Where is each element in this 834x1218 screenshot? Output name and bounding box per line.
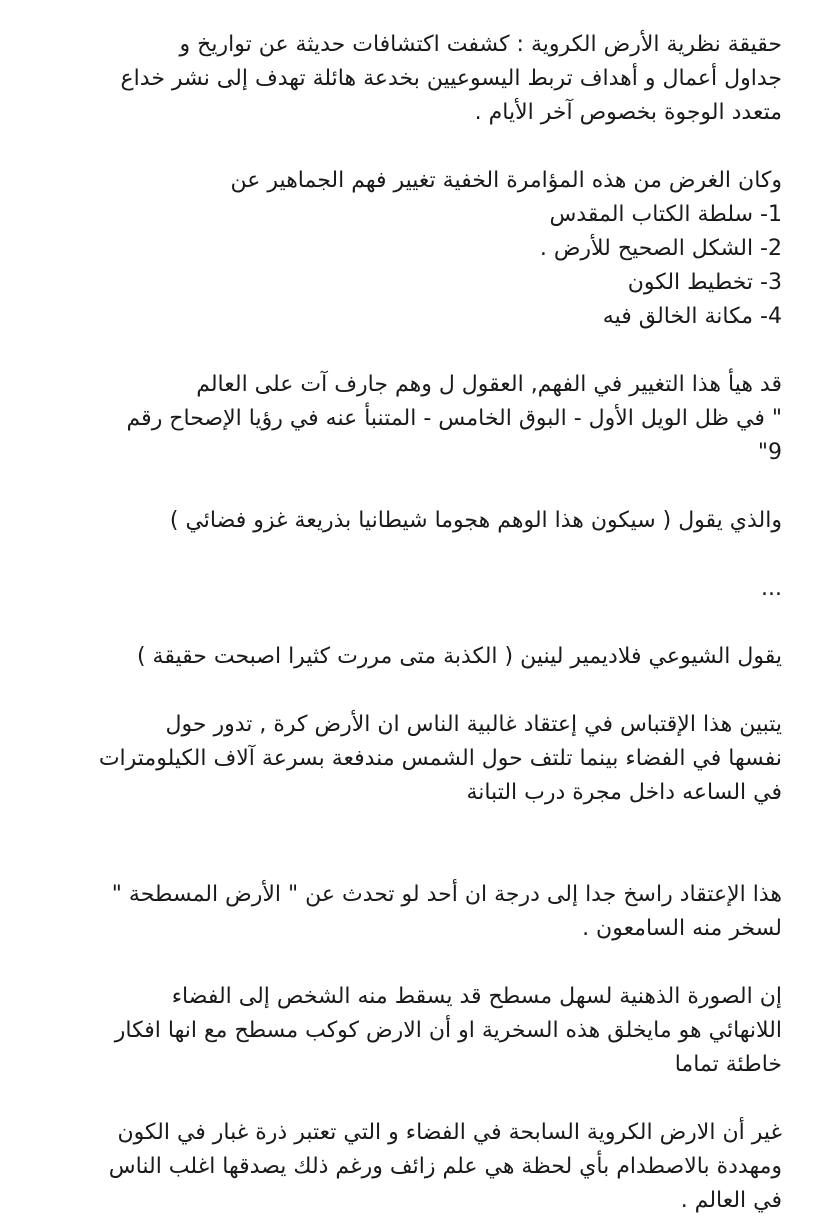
text-line: يتبين هذا الإقتباس في إعتقاد غالبية الناس ان الأرض كرة , تدور حول bbox=[165, 712, 782, 737]
text-line: غير أن الارض الكروية السابحة في الفضاء و التي تعتبر ذرة غبار في الكون bbox=[117, 1120, 782, 1145]
text-line: ... bbox=[761, 576, 782, 601]
list-item: 1- سلطة الكتاب المقدس bbox=[549, 202, 782, 227]
text-line: متعدد الوجوة بخصوص آخر الأيام . bbox=[474, 100, 782, 125]
text-line: ومهددة بالاصطدام بأي لحظة هي علم زائف ورغم ذلك يصدقها اغلب الناس bbox=[108, 1154, 782, 1179]
paragraph-intro bbox=[30, 28, 782, 130]
text-line: خاطئة تماما bbox=[674, 1052, 782, 1077]
paragraph-belief bbox=[30, 708, 782, 810]
text-line: لسخر منه السامعون . bbox=[582, 916, 782, 941]
paragraph-lenin-quote bbox=[30, 640, 782, 674]
text-line: 9" bbox=[757, 440, 782, 465]
text-line: " في ظل الويل الأول - البوق الخامس - المتنبأ عنه في رؤيا الإصحاح رقم bbox=[126, 406, 782, 431]
paragraph-purpose-list bbox=[30, 164, 782, 334]
text-line: في العالم . bbox=[680, 1188, 782, 1213]
text-line: حقيقة نظرية الأرض الكروية : كشفت اكتشافات حديثة عن تواريخ و bbox=[179, 32, 782, 57]
paragraph-revelation bbox=[30, 368, 782, 470]
text-line: جداول أعمال و أهداف تربط اليسوعيين بخدعة هائلة تهدف إلى نشر خداع bbox=[120, 66, 782, 91]
document-body bbox=[30, 28, 782, 1218]
paragraph-alien-quote bbox=[30, 504, 782, 538]
text-line: والذي يقول ( سيكون هذا الوهم هجوما شيطانيا بذريعة غزو فضائي ) bbox=[169, 508, 782, 533]
list-item: 4- مكانة الخالق فيه bbox=[602, 304, 782, 329]
text-line: يقول الشيوعي فلاديمير لينين ( الكذبة متى مررت كثيرا اصبحت حقيقة ) bbox=[136, 644, 782, 669]
text-line: نفسها في الفضاء بينما تلتف حول الشمس مندفعة بسرعة آلاف الكيلومترات bbox=[98, 746, 782, 771]
paragraph-ellipsis bbox=[30, 572, 782, 606]
text-line: وكان الغرض من هذه المؤامرة الخفية تغيير فهم الجماهير عن bbox=[230, 168, 782, 193]
paragraph-mental-image bbox=[30, 980, 782, 1082]
text-line: في الساعه داخل مجرة درب التبانة bbox=[466, 780, 782, 805]
text-line: اللانهائي هو مايخلق هذه السخرية او أن الارض كوكب مسطح مع انها افكار bbox=[114, 1018, 782, 1043]
paragraph-ridicule bbox=[30, 878, 782, 946]
paragraph-conclusion bbox=[30, 1116, 782, 1218]
list-item: 3- تخطيط الكون bbox=[627, 270, 782, 295]
text-line: إن الصورة الذهنية لسهل مسطح قد يسقط منه الشخص إلى الفضاء bbox=[171, 984, 782, 1009]
list-item: 2- الشكل الصحيح للأرض . bbox=[539, 236, 782, 261]
text-line: هذا الإعتقاد راسخ جدا إلى درجة ان أحد لو تحدث عن " الأرض المسطحة " bbox=[111, 882, 782, 907]
text-line: قد هيأ هذا التغيير في الفهم, العقول ل وهم جارف آت على العالم bbox=[196, 372, 782, 397]
